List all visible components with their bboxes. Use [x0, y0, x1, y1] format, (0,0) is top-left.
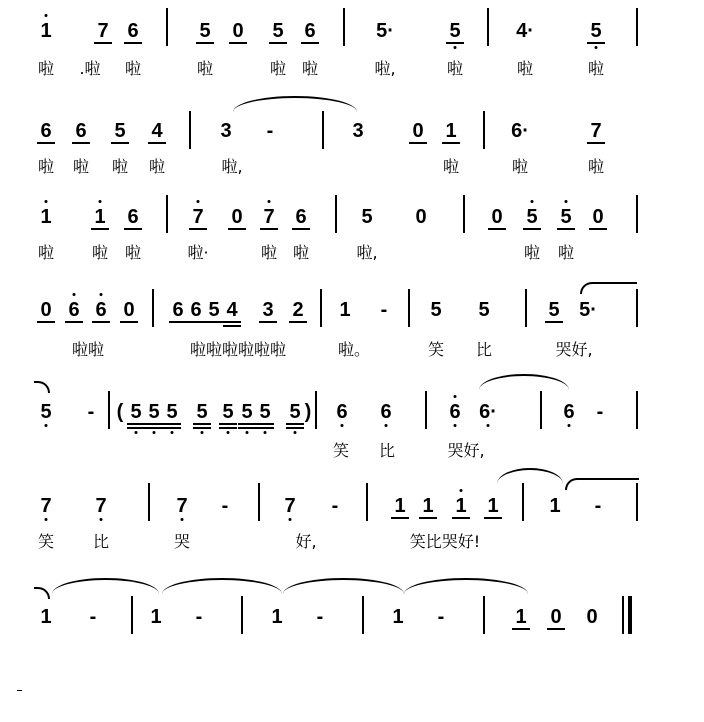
note: 0 — [550, 606, 562, 628]
barline — [636, 195, 638, 233]
note: - — [596, 401, 604, 423]
note: 4· — [516, 20, 534, 42]
note: 5 — [241, 401, 253, 423]
note: 3 — [262, 299, 274, 321]
barline — [483, 111, 485, 149]
lyric-syllable: 啦 — [442, 157, 460, 176]
octave-dot-low — [135, 431, 138, 434]
note: - — [437, 606, 445, 628]
lyric-syllable: 啦, — [221, 157, 243, 176]
octave-dot-high — [268, 200, 271, 203]
underline-beam — [286, 423, 304, 425]
barline — [152, 289, 154, 327]
underline-beam — [484, 517, 502, 519]
underline-beam — [452, 517, 470, 519]
octave-dot-low — [487, 424, 490, 427]
note: 5 — [548, 299, 560, 321]
note: 1 — [339, 299, 351, 321]
note: 1 — [394, 495, 406, 517]
lyric-syllable: 啦 — [269, 59, 287, 78]
note: - — [89, 606, 97, 628]
underline-beam — [92, 321, 110, 323]
barline — [366, 483, 368, 521]
note: 6 — [95, 299, 107, 321]
note: 0 — [586, 606, 598, 628]
note: 5 — [166, 401, 178, 423]
underline-beam — [111, 142, 129, 144]
note: 6 — [172, 299, 184, 321]
note: 5 — [196, 401, 208, 423]
lyric-syllable: 啦 — [196, 59, 214, 78]
underline-beam — [512, 628, 530, 630]
note: 6· — [479, 401, 497, 423]
underline-beam — [269, 42, 287, 44]
margin-mark — [17, 690, 22, 691]
octave-dot-low — [171, 431, 174, 434]
underline-beam — [229, 42, 247, 44]
underline-beam — [228, 228, 246, 230]
barline — [622, 596, 624, 634]
octave-dot-low — [289, 518, 292, 521]
note: - — [221, 495, 229, 517]
lyric-syllable: 比 — [475, 340, 493, 359]
lyric-syllable: 啦 — [587, 59, 605, 78]
lyric-syllable: 啦, — [356, 243, 378, 262]
underline-beam — [219, 427, 237, 429]
lyric-syllable: 啦 — [72, 157, 90, 176]
note: 3 — [352, 120, 364, 142]
octave-dot-low — [568, 424, 571, 427]
octave-dot-low — [246, 431, 249, 434]
note: - — [331, 495, 339, 517]
underline-beam — [148, 142, 166, 144]
octave-dot-low — [153, 431, 156, 434]
note: 5 — [272, 20, 284, 42]
note: 6 — [336, 401, 348, 423]
note: 5 — [289, 401, 301, 423]
note: 1 — [422, 495, 434, 517]
lyric-syllable: 啦 — [516, 59, 534, 78]
note: 5 — [130, 401, 142, 423]
underline-beam — [545, 321, 563, 323]
note: 1 — [392, 606, 404, 628]
note: 6 — [40, 120, 52, 142]
underline-beam — [523, 228, 541, 230]
note: 5 — [560, 206, 572, 228]
lyric-syllable: 啦 — [557, 243, 575, 262]
lyric-syllable: 啦啦 — [71, 340, 105, 359]
underline-beam — [124, 228, 142, 230]
note: 7 — [40, 495, 52, 517]
barline — [320, 289, 322, 327]
underline-beam — [223, 325, 241, 327]
octave-dot-low — [201, 431, 204, 434]
note: 1 — [445, 120, 457, 142]
underline-beam — [169, 321, 187, 323]
lyric-syllable: 笑比哭好! — [409, 532, 481, 551]
note: 5 — [222, 401, 234, 423]
note: 6 — [563, 401, 575, 423]
octave-dot-high — [45, 200, 48, 203]
lyric-syllable: 啦 — [124, 59, 142, 78]
note: - — [594, 495, 602, 517]
underline-beam — [256, 427, 274, 429]
barline — [525, 289, 527, 327]
note: 5 — [430, 299, 442, 321]
lyric-syllable: 啦 — [111, 157, 129, 176]
lyric-syllable: 啦啦啦啦啦啦 — [189, 340, 287, 359]
barline — [362, 596, 364, 634]
note: 1 — [271, 606, 283, 628]
lyric-syllable: 啦 — [260, 243, 278, 262]
note: 1 — [515, 606, 527, 628]
octave-dot-high — [73, 293, 76, 296]
note: 4 — [226, 299, 238, 321]
barline — [483, 596, 485, 634]
octave-dot-high — [197, 200, 200, 203]
note: 5 — [526, 206, 538, 228]
lyric-syllable: 啦 — [37, 157, 55, 176]
lyric-syllable: 啦· — [187, 243, 209, 262]
note: 6 — [68, 299, 80, 321]
note: 0 — [232, 20, 244, 42]
note: ) — [304, 401, 312, 423]
note: 1 — [549, 495, 561, 517]
underline-beam — [419, 517, 437, 519]
note: 2 — [292, 299, 304, 321]
lyric-syllable: 笑 — [332, 441, 350, 460]
note: 6 — [127, 206, 139, 228]
octave-dot-high — [45, 14, 48, 17]
octave-dot-high — [460, 489, 463, 492]
lyric-syllable: 好, — [295, 532, 317, 551]
octave-dot-low — [294, 431, 297, 434]
underline-beam — [65, 321, 83, 323]
barline — [131, 596, 133, 634]
lyric-syllable: 啦 — [124, 243, 142, 262]
barline — [636, 391, 638, 429]
note: 6 — [449, 401, 461, 423]
lyric-syllable: 啦 — [301, 59, 319, 78]
barline — [189, 111, 191, 149]
note: 0 — [123, 299, 135, 321]
lyric-syllable: 啦, — [374, 59, 396, 78]
note: 0 — [231, 206, 243, 228]
note: 5 — [590, 20, 602, 42]
lyric-syllable: 啦 — [523, 243, 541, 262]
note: 0 — [415, 206, 427, 228]
barline — [258, 483, 260, 521]
note: ( — [116, 401, 124, 423]
barline — [343, 8, 345, 46]
note: 7 — [192, 206, 204, 228]
lyric-syllable: 啦 — [37, 243, 55, 262]
underline-beam — [286, 427, 304, 429]
underline-beam — [238, 427, 256, 429]
barline — [540, 391, 542, 429]
underline-beam — [557, 228, 575, 230]
barline — [166, 8, 168, 46]
octave-dot-high — [99, 200, 102, 203]
barline — [463, 195, 465, 233]
note: 1 — [40, 20, 52, 42]
barline — [241, 596, 243, 634]
note: 3 — [220, 120, 232, 142]
note: 7 — [97, 20, 109, 42]
note: 1 — [40, 606, 52, 628]
lyric-syllable: 啦 — [37, 59, 55, 78]
octave-dot-high — [531, 200, 534, 203]
note: - — [316, 606, 324, 628]
underline-beam — [163, 427, 181, 429]
octave-dot-low — [454, 46, 457, 49]
note: 7 — [590, 120, 602, 142]
barline — [425, 391, 427, 429]
note: 5 — [199, 20, 211, 42]
note: - — [380, 299, 388, 321]
barline — [636, 289, 638, 327]
lyric-syllable: 哭 — [173, 532, 191, 551]
barline — [148, 483, 150, 521]
octave-dot-low — [227, 431, 230, 434]
underline-beam — [260, 228, 278, 230]
lyric-syllable: 啦 — [148, 157, 166, 176]
barline — [487, 8, 489, 46]
barline — [315, 391, 317, 429]
note: - — [195, 606, 203, 628]
note: 5 — [478, 299, 490, 321]
lyric-syllable: 比 — [378, 441, 396, 460]
note: - — [87, 401, 95, 423]
lyric-syllable: 啦。 — [337, 340, 371, 359]
note: 7 — [95, 495, 107, 517]
note: 5· — [376, 20, 394, 42]
octave-dot-low — [595, 46, 598, 49]
octave-dot-low — [264, 431, 267, 434]
underline-beam — [37, 142, 55, 144]
octave-dot-low — [385, 424, 388, 427]
note: 0 — [592, 206, 604, 228]
underline-beam — [589, 228, 607, 230]
underline-beam — [205, 321, 223, 323]
octave-dot-low — [454, 424, 457, 427]
underline-beam — [587, 42, 605, 44]
octave-dot-low — [100, 518, 103, 521]
octave-dot-high — [100, 293, 103, 296]
underline-beam — [193, 427, 211, 429]
note: 5 — [114, 120, 126, 142]
note: 5 — [361, 206, 373, 228]
barline — [636, 8, 638, 46]
lyric-syllable: 啦 — [587, 157, 605, 176]
underline-beam — [127, 423, 145, 425]
lyric-syllable: .啦 — [79, 59, 101, 78]
underline-beam — [547, 628, 565, 630]
note: 1 — [94, 206, 106, 228]
underline-beam — [196, 42, 214, 44]
note: 1 — [487, 495, 499, 517]
underline-beam — [442, 142, 460, 144]
barline — [335, 195, 337, 233]
lyric-syllable: 笑 — [427, 340, 445, 359]
underline-beam — [238, 423, 256, 425]
note: 6 — [190, 299, 202, 321]
note: 0 — [491, 206, 503, 228]
lyric-syllable: 啦 — [292, 243, 310, 262]
underline-beam — [301, 42, 319, 44]
note: 5 — [259, 401, 271, 423]
note: 7 — [263, 206, 275, 228]
underline-beam — [120, 321, 138, 323]
barline — [322, 111, 324, 149]
underline-beam — [259, 321, 277, 323]
note: 7 — [284, 495, 296, 517]
lyric-syllable: 比 — [92, 532, 110, 551]
note: 5 — [40, 401, 52, 423]
underline-beam — [189, 228, 207, 230]
note: 1 — [455, 495, 467, 517]
note: 6· — [511, 120, 529, 142]
barline — [522, 483, 524, 521]
octave-dot-low — [45, 518, 48, 521]
lyric-syllable: 啦 — [511, 157, 529, 176]
underline-beam — [292, 228, 310, 230]
underline-beam — [409, 142, 427, 144]
note: 6 — [380, 401, 392, 423]
tie-start — [565, 478, 639, 490]
octave-dot-low — [181, 518, 184, 521]
barline — [166, 195, 168, 233]
note: 1 — [40, 206, 52, 228]
octave-dot-high — [454, 395, 457, 398]
underline-beam — [145, 427, 163, 429]
lyric-syllable: 笑 — [37, 532, 55, 551]
note: 4 — [151, 120, 163, 142]
note: 6 — [304, 20, 316, 42]
note: 7 — [176, 495, 188, 517]
note: 0 — [412, 120, 424, 142]
underline-beam — [163, 423, 181, 425]
underline-beam — [223, 321, 241, 323]
underline-beam — [145, 423, 163, 425]
octave-dot-low — [45, 424, 48, 427]
note: 6 — [295, 206, 307, 228]
lyric-syllable: 啦 — [446, 59, 464, 78]
note: 5 — [208, 299, 220, 321]
barline — [628, 596, 632, 634]
underline-beam — [187, 321, 205, 323]
underline-beam — [446, 42, 464, 44]
underline-beam — [37, 321, 55, 323]
underline-beam — [127, 427, 145, 429]
lyric-syllable: 哭好, — [447, 441, 485, 460]
note: 0 — [40, 299, 52, 321]
note: 5 — [148, 401, 160, 423]
underline-beam — [587, 142, 605, 144]
underline-beam — [289, 321, 307, 323]
lyric-syllable: 哭好, — [555, 340, 593, 359]
note: 5 — [449, 20, 461, 42]
octave-dot-high — [565, 200, 568, 203]
underline-beam — [488, 228, 506, 230]
barline — [108, 391, 110, 429]
underline-beam — [91, 228, 109, 230]
lyric-syllable: 啦 — [91, 243, 109, 262]
barline — [408, 289, 410, 327]
note: 6 — [75, 120, 87, 142]
underline-beam — [124, 42, 142, 44]
note: 1 — [150, 606, 162, 628]
underline-beam — [219, 423, 237, 425]
underline-beam — [193, 423, 211, 425]
underline-beam — [94, 42, 112, 44]
tie-start — [580, 282, 637, 294]
underline-beam — [72, 142, 90, 144]
note: 5· — [579, 299, 597, 321]
underline-beam — [256, 423, 274, 425]
note: 6 — [127, 20, 139, 42]
underline-beam — [391, 517, 409, 519]
octave-dot-low — [341, 424, 344, 427]
note: - — [266, 120, 274, 142]
